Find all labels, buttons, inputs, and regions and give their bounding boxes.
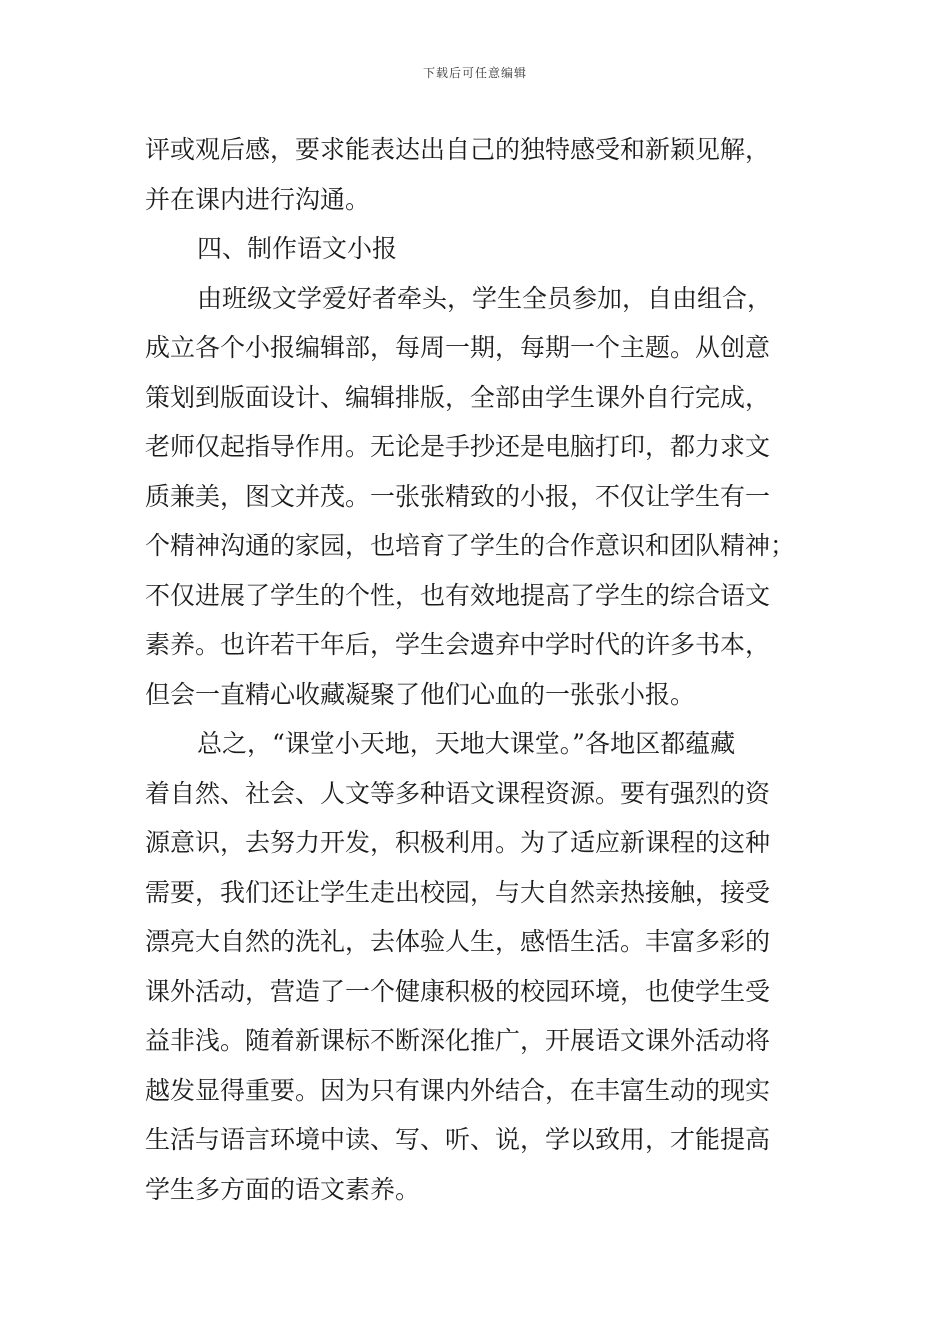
text-line: 但会一直精心收藏凝聚了他们心血的一张张小报。 xyxy=(145,679,696,709)
text-line: 老师仅起指导作用。无论是手抄还是电脑打印，都力求文 xyxy=(145,432,771,461)
text-line: 素养。也许若干年后，学生会遗弃中学时代的许多书本， xyxy=(145,630,771,659)
text-line: 着自然、社会、人文等多种语文课程资源。要有强烈的资 xyxy=(145,778,771,808)
text-line: 成立各个小报编辑部，每周一期，每期一个主题。从创意 xyxy=(145,333,771,362)
text-line: 由班级文学爱好者牵头，学生全员参加，自由组合， xyxy=(197,283,773,313)
text-line: 生活与语言环境中读、写、听、说，学以致用，才能提高 xyxy=(145,1125,771,1154)
text-line: 需要，我们还让学生走出校园，与大自然亲热接触，接受 xyxy=(145,877,771,907)
section-heading: 四、制作语文小报 xyxy=(197,234,398,263)
text-line: 益非浅。随着新课标不断深化推广，开展语文课外活动将 xyxy=(145,1026,771,1055)
text-line: 课外活动，营造了一个健康积极的校园环境，也使学生受 xyxy=(145,976,771,1006)
text-line: 总之，“课堂小天地，天地大课堂。”各地区都蕴藏 xyxy=(197,729,736,758)
text-line: 源意识，去努力开发，积极利用。为了适应新课程的这种 xyxy=(145,828,771,857)
text-line: 个精神沟通的家园，也培育了学生的合作意识和团队精神； xyxy=(145,531,796,560)
text-line: 漂亮大自然的洗礼，去体验人生，感悟生活。丰富多彩的 xyxy=(145,927,771,956)
text-line: 并在课内进行沟通。 xyxy=(145,184,371,214)
page-header: 下载后可任意编辑 xyxy=(422,66,527,80)
text-line: 质兼美，图文并茂。一张张精致的小报，不仅让学生有一 xyxy=(145,481,771,511)
text-line: 越发显得重要。因为只有课内外结合，在丰富生动的现实 xyxy=(145,1075,771,1105)
text-line: 策划到版面设计、编辑排版，全部由学生课外自行完成， xyxy=(145,382,771,412)
text-line: 不仅进展了学生的个性，也有效地提高了学生的综合语文 xyxy=(145,580,771,610)
text-line: 学生多方面的语文素养。 xyxy=(145,1174,421,1204)
text-line: 评或观后感，要求能表达出自己的独特感受和新颖见解， xyxy=(145,135,771,164)
document-body xyxy=(145,125,810,1214)
